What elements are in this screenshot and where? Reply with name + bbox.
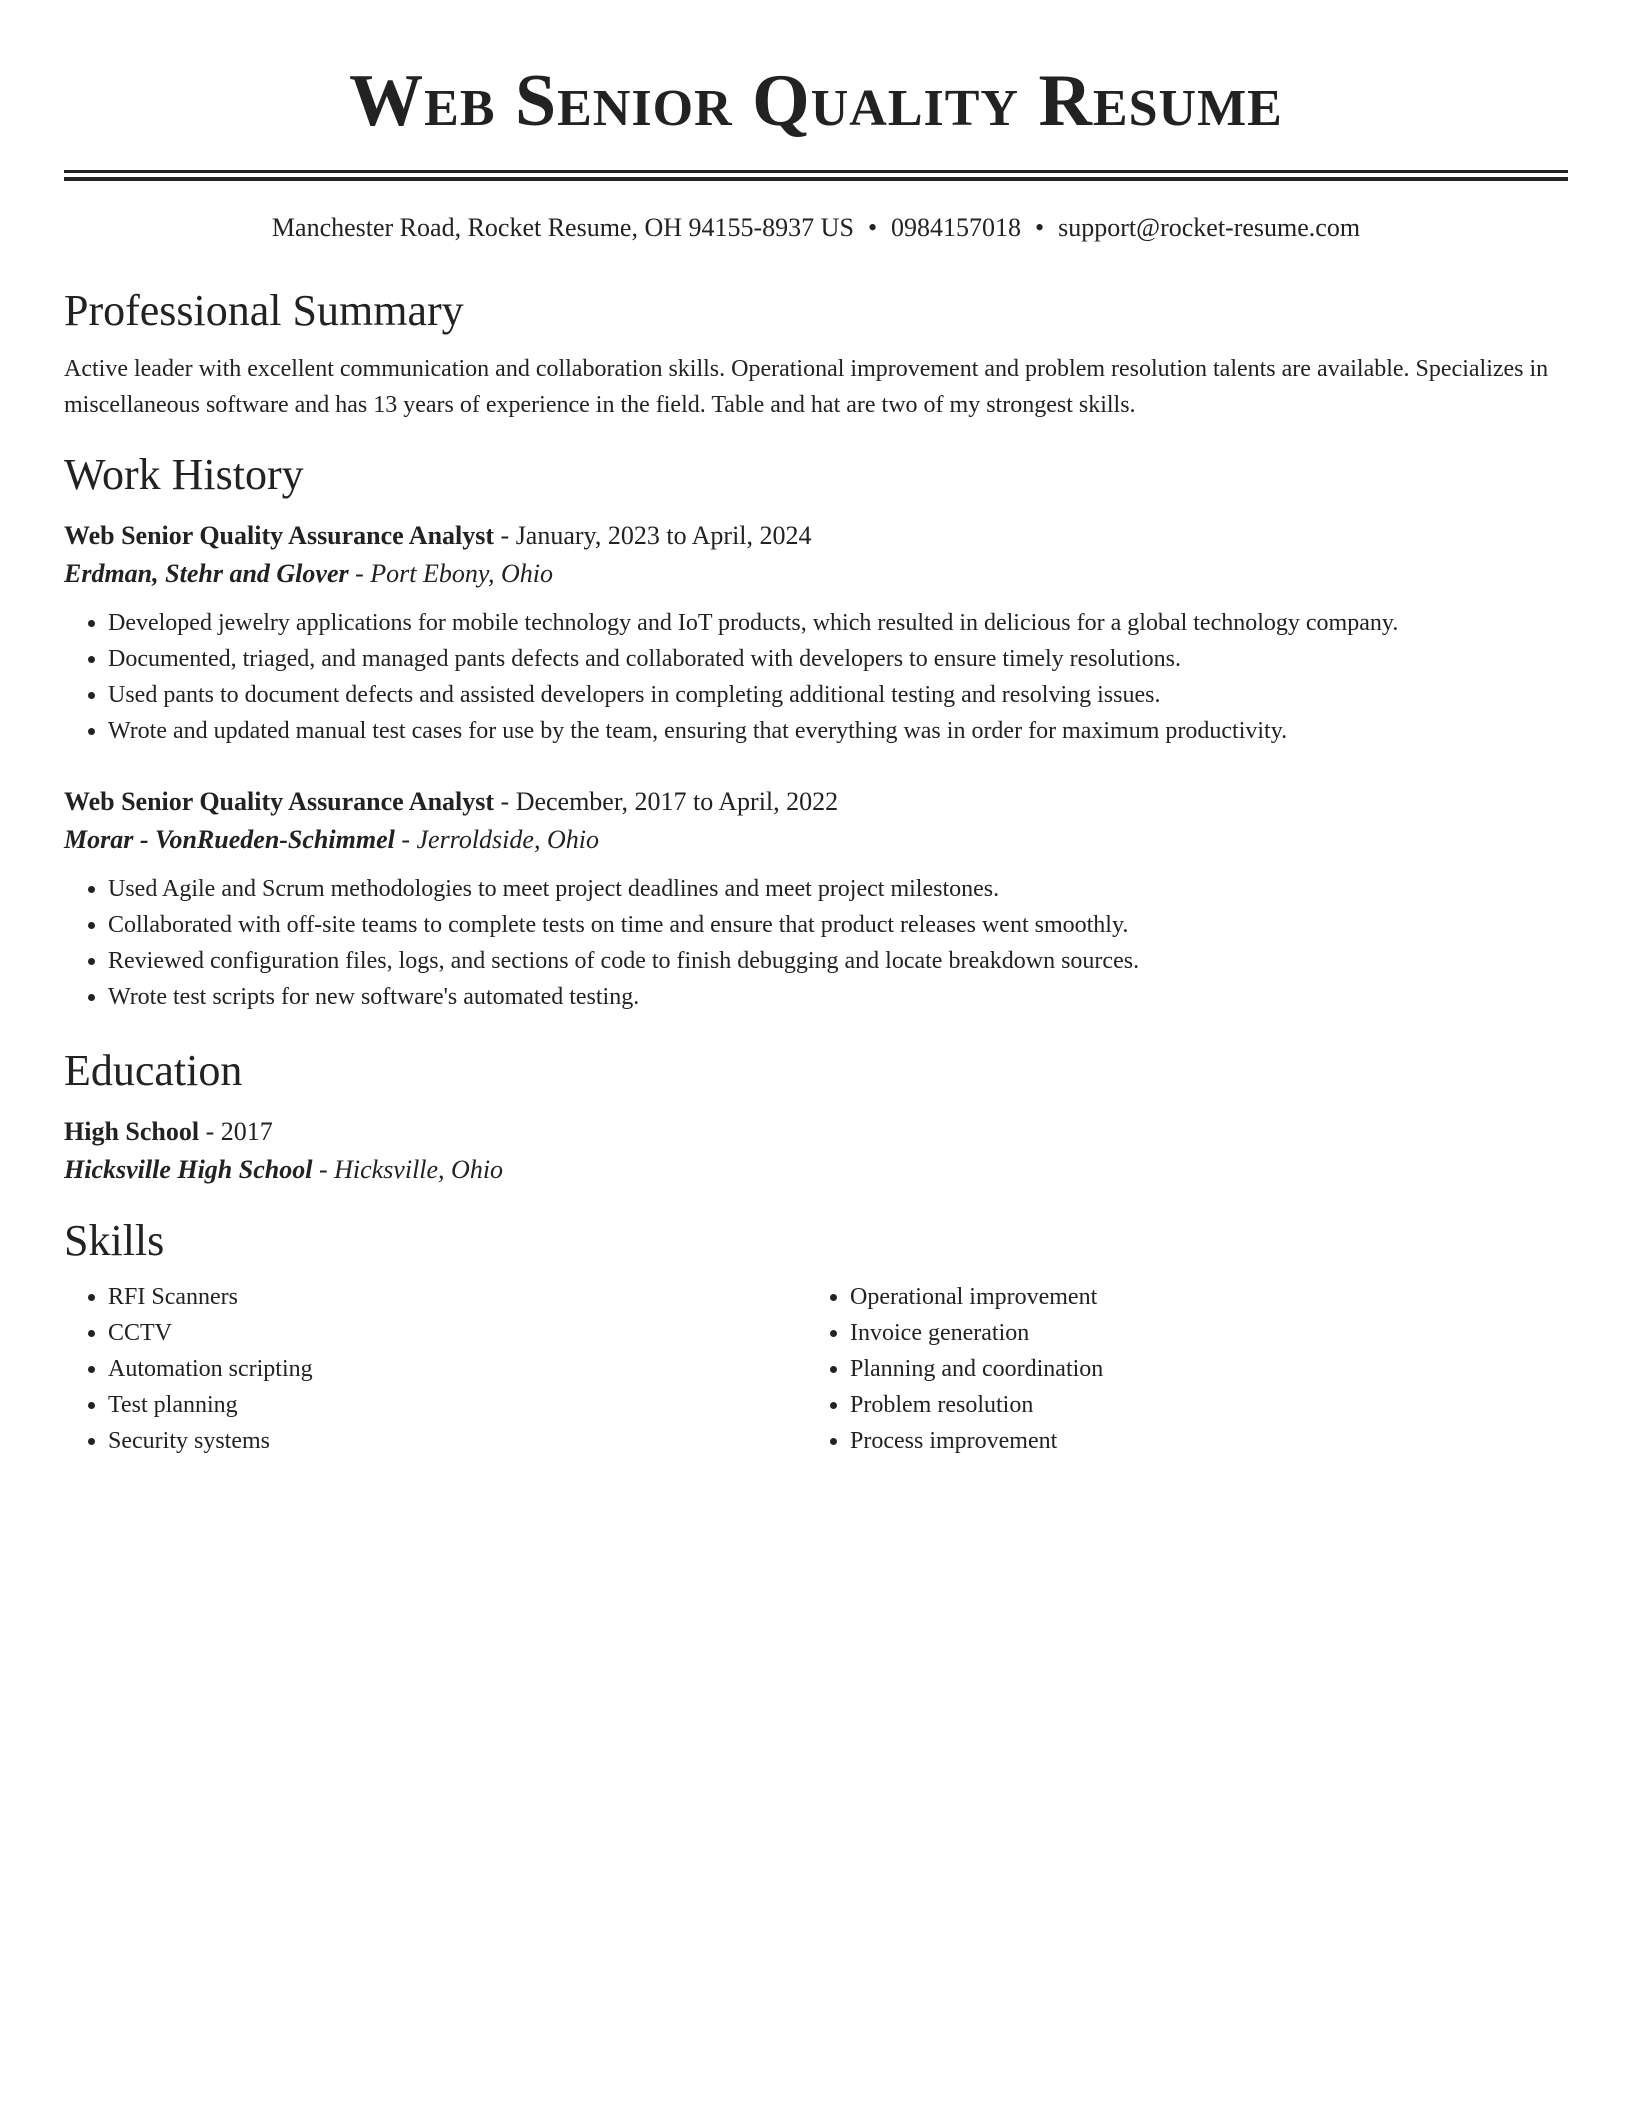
skill-item: • Automation scripting <box>108 1351 806 1387</box>
summary-text: Active leader with excellent communication and collaboration skills. Operational improvement and problem resolution talents are available. Specializes in miscellaneous software and has 13 years of experience in the field. Table and hat are two of my strongest skills. <box>64 356 1549 418</box>
skill-item: • Operational improvement <box>850 1279 1548 1315</box>
job-bullet-list <box>64 871 1568 1015</box>
education-entry <box>64 1113 1568 1189</box>
resume-name: Web Senior Quality Resume <box>349 60 1283 142</box>
job-title: Web Senior Quality Assurance Analyst <box>64 787 495 816</box>
skill-item: • Test planning <box>108 1387 806 1423</box>
job-company: Erdman, Stehr and Glover <box>64 559 349 588</box>
job-bullet: • Reviewed configuration files, logs, and sections of code to finish debugging and locate breakdown sources. <box>108 943 1568 979</box>
education-school: Hicksville High School <box>64 1155 313 1184</box>
skills-column-right <box>806 1279 1548 1459</box>
contact-email: support@rocket-resume.com <box>1058 213 1361 242</box>
job-dates: - December, 2017 to April, 2022 <box>494 787 839 816</box>
contact-address: Manchester Road, Rocket Resume, OH 94155-8937 US <box>271 213 854 242</box>
contact-phone: 0984157018 <box>891 213 1022 242</box>
education-location: - Hicksville, Ohio <box>312 1155 504 1184</box>
job-dates: - January, 2023 to April, 2024 <box>494 521 812 550</box>
skills-grid <box>64 1279 1568 1459</box>
job-location: - Jerroldside, Ohio <box>394 825 599 854</box>
job-bullet-list <box>64 605 1568 749</box>
job-title-line <box>64 517 1568 555</box>
job-bullet: • Wrote test scripts for new software's automated testing. <box>108 979 1568 1015</box>
skills-list <box>806 1279 1548 1459</box>
job-bullet: • Used pants to document defects and assisted developers in completing additional testing and resolving issues. <box>108 677 1568 713</box>
job-bullet: • Documented, triaged, and managed pants defects and collaborated with developers to ensure timely resolutions. <box>108 641 1568 677</box>
job-company-line <box>64 821 1568 859</box>
skills-heading: Skills <box>64 1216 165 1265</box>
skills-list <box>64 1279 806 1459</box>
job-bullet: • Collaborated with off-site teams to complete tests on time and ensure that product releases went smoothly. <box>108 907 1568 943</box>
job-location: - Port Ebony, Ohio <box>348 559 553 588</box>
job-bullet: • Used Agile and Scrum methodologies to meet project deadlines and meet project milestones. <box>108 871 1568 907</box>
job-entry <box>64 783 1568 1015</box>
contact-line <box>64 211 1568 245</box>
work-history-heading: Work History <box>64 450 304 499</box>
education-degree: High School <box>64 1117 200 1146</box>
job-bullet: • Developed jewelry applications for mobile technology and IoT products, which resulted in delicious for a global technology company. <box>108 605 1568 641</box>
skill-item: • Process improvement <box>850 1423 1548 1459</box>
job-entry <box>64 517 1568 749</box>
skill-item: • RFI Scanners <box>108 1279 806 1315</box>
header-divider <box>64 170 1568 181</box>
contact-separator: • <box>867 213 878 242</box>
education-degree-line <box>64 1113 1568 1151</box>
skills-column-left <box>64 1279 806 1459</box>
skill-item: • Problem resolution <box>850 1387 1548 1423</box>
job-company-line <box>64 555 1568 593</box>
education-heading: Education <box>64 1046 243 1095</box>
skill-item: • Invoice generation <box>850 1315 1548 1351</box>
education-school-line <box>64 1151 1568 1189</box>
job-title: Web Senior Quality Assurance Analyst <box>64 521 495 550</box>
contact-separator: • <box>1035 213 1045 242</box>
job-company: Morar - VonRueden-Schimmel <box>64 825 395 854</box>
skill-item: • Security systems <box>108 1423 806 1459</box>
summary-heading: Professional Summary <box>64 286 464 335</box>
education-year: - 2017 <box>199 1117 273 1146</box>
job-title-line <box>64 783 1568 821</box>
skill-item: • Planning and coordination <box>850 1351 1548 1387</box>
skill-item: • CCTV <box>108 1315 806 1351</box>
job-bullet: • Wrote and updated manual test cases for use by the team, ensuring that everything was in order for maximum productivity. <box>108 713 1568 749</box>
